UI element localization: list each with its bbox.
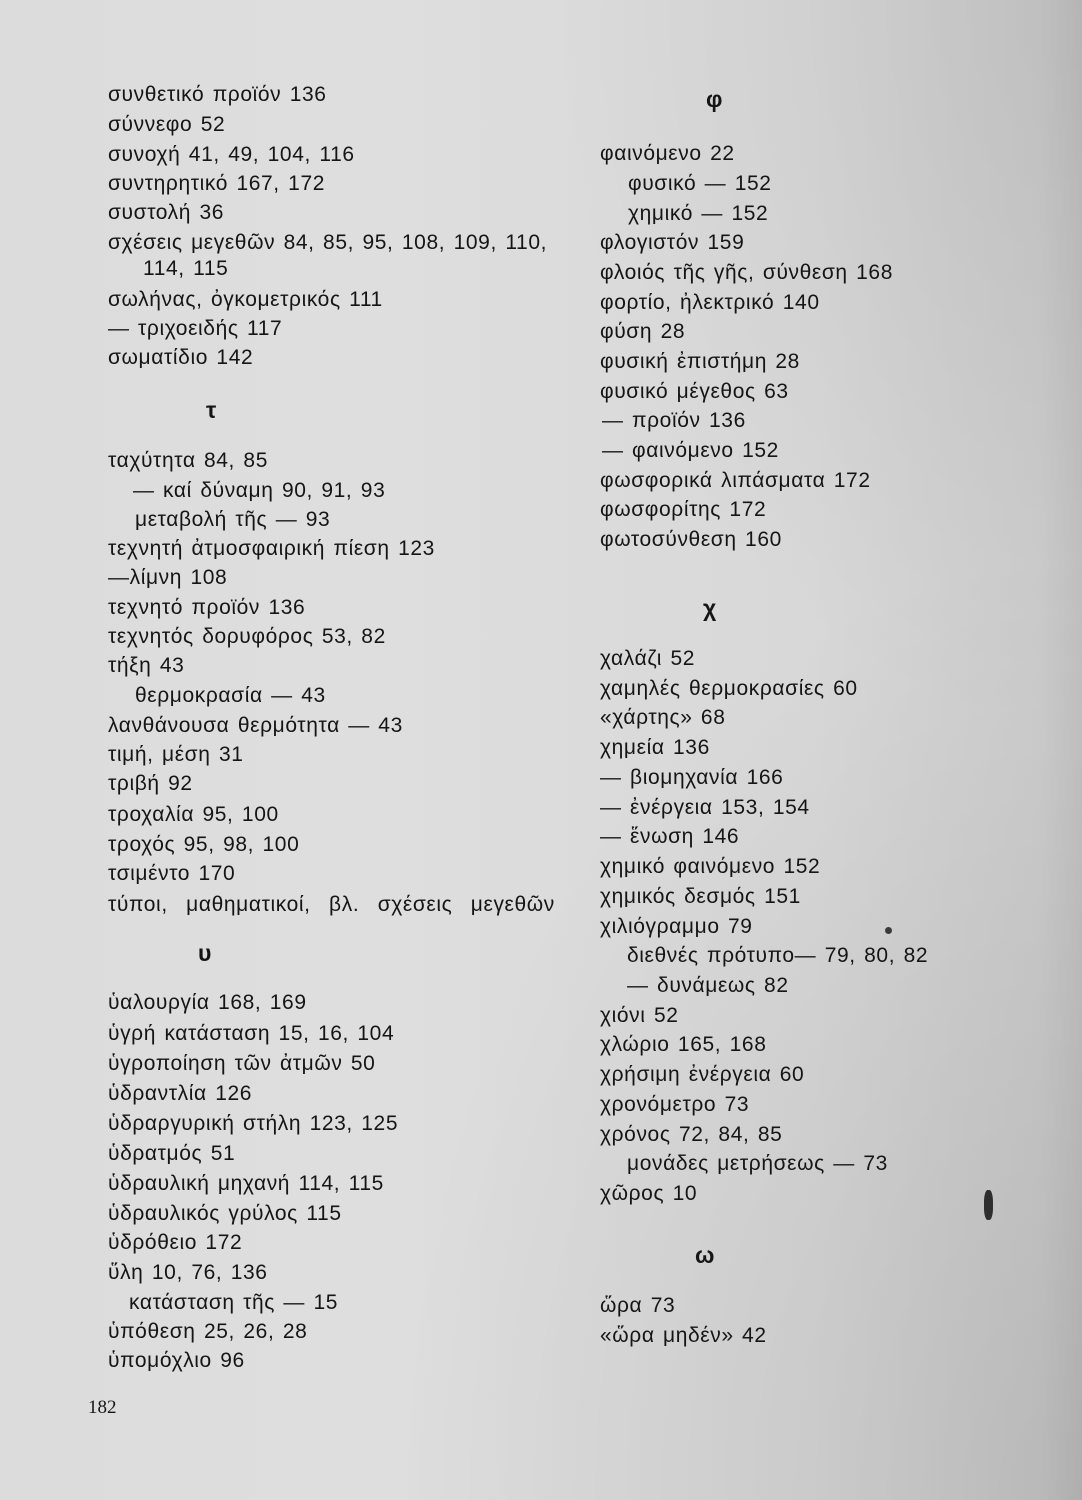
index-subentry: κατάσταση τῆς — 15 [129, 1291, 339, 1314]
index-entry: ὑδραυλικός γρύλος 115 [108, 1202, 342, 1225]
index-entry: χημεία 136 [600, 736, 710, 759]
index-entry: τριβή 92 [108, 772, 193, 795]
index-entry: φλοιός τῆς γῆς, σύνθεση 168 [600, 261, 893, 284]
index-entry: φωσφορίτης 172 [600, 498, 767, 521]
index-entry: τύποι, μαθηματικοί, βλ. σχέσεις μεγεθῶν [108, 893, 555, 916]
index-subentry: χημικό — 152 [628, 202, 769, 225]
index-entry: χιλιόγραμμο 79 [600, 915, 753, 938]
index-entry: «χάρτης» 68 [600, 706, 726, 729]
index-entry-continuation: 114, 115 [143, 257, 229, 280]
index-entry: φωτοσύνθεση 160 [600, 528, 782, 551]
index-entry: σωλήνας, ὀγκομετρικός 111 [108, 288, 383, 311]
index-entry: ὑαλουργία 168, 169 [108, 991, 307, 1014]
index-subentry: φυσικό — 152 [628, 172, 772, 195]
section-letter-chi: χ [703, 595, 717, 621]
index-subentry: — προϊόν 136 [602, 409, 746, 432]
index-entry: χιόνι 52 [600, 1004, 679, 1027]
index-subentry: μονάδες μετρήσεως — 73 [627, 1152, 888, 1175]
index-entry: χλώριο 165, 168 [600, 1033, 767, 1056]
index-subentry: — φαινόμενο 152 [602, 439, 779, 462]
index-entry: συστολή 36 [108, 201, 225, 224]
index-entry: τεχνητός δορυφόρος 53, 82 [108, 625, 386, 648]
index-entry: ὑδρατμός 51 [108, 1142, 236, 1165]
index-subentry: — ἐνέργεια 153, 154 [600, 796, 810, 819]
scan-smudge [984, 1190, 993, 1220]
index-entry: ὑδραντλία 126 [108, 1082, 253, 1105]
index-entry: φλογιστόν 159 [600, 231, 745, 254]
index-entry: χαλάζι 52 [600, 647, 696, 670]
index-entry: τήξη 43 [108, 654, 185, 677]
index-entry: ὑδραργυρική στήλη 123, 125 [108, 1112, 399, 1135]
index-subentry: —λίμνη 108 [108, 566, 228, 589]
index-subentry: λανθάνουσα θερμότητα — 43 [108, 714, 403, 737]
index-entry: φορτίο, ἠλεκτρικό 140 [600, 291, 820, 314]
index-entry: «ὥρα μηδέν» 42 [600, 1324, 767, 1347]
section-letter-omega: ω [695, 1242, 715, 1268]
index-entry: φωσφορικά λιπάσματα 172 [600, 469, 871, 492]
index-entry: φυσική ἐπιστήμη 28 [600, 350, 800, 373]
index-entry: σχέσεις μεγεθῶν 84, 85, 95, 108, 109, 110, [108, 231, 548, 254]
index-entry: ὑγρή κατάσταση 15, 16, 104 [108, 1022, 395, 1045]
index-entry: τσιμέντο 170 [108, 862, 236, 885]
index-entry: τροχός 95, 98, 100 [108, 833, 300, 856]
index-subentry: θερμοκρασία — 43 [135, 684, 326, 707]
index-subentry: μεταβολή τῆς — 93 [135, 508, 331, 531]
index-entry: χημικό φαινόμενο 152 [600, 855, 821, 878]
index-entry: ὕλη 10, 76, 136 [108, 1261, 268, 1284]
page-number: 182 [88, 1397, 117, 1418]
section-letter-tau: τ [206, 397, 217, 423]
index-entry: τιμή, μέση 31 [108, 743, 244, 766]
section-letter-upsilon: υ [198, 940, 212, 966]
index-entry: τεχνητό προϊόν 136 [108, 596, 306, 619]
index-entry: χῶρος 10 [600, 1182, 698, 1205]
index-entry: ὑπόθεση 25, 26, 28 [108, 1320, 308, 1343]
index-entry: συνθετικό προϊόν 136 [108, 83, 327, 106]
index-subentry: — δυνάμεως 82 [627, 974, 789, 997]
index-entry: τροχαλία 95, 100 [108, 803, 279, 826]
section-letter-phi: φ [706, 86, 723, 112]
index-entry: χρήσιμη ἐνέργεια 60 [600, 1063, 805, 1086]
index-entry: φύση 28 [600, 320, 686, 343]
index-entry: χρονόμετρο 73 [600, 1093, 750, 1116]
index-subentry: — τριχοειδής 117 [108, 317, 283, 340]
index-entry: ὑγροποίηση τῶν ἀτμῶν 50 [108, 1052, 376, 1075]
index-subentry: — ἕνωση 146 [600, 825, 740, 848]
index-entry: συντηρητικό 167, 172 [108, 172, 326, 195]
index-entry: σωματίδιο 142 [108, 346, 254, 369]
index-entry: χρόνος 72, 84, 85 [600, 1123, 783, 1146]
index-entry: ὑδραυλική μηχανή 114, 115 [108, 1172, 384, 1195]
index-entry: ὥρα 73 [600, 1294, 676, 1317]
index-entry: ὑπομόχλιο 96 [108, 1349, 245, 1372]
index-subentry: — καί δύναμη 90, 91, 93 [133, 479, 386, 502]
index-subentry: — βιομηχανία 166 [600, 766, 784, 789]
index-entry: φαινόμενο 22 [600, 142, 735, 165]
index-entry: σύννεφο 52 [108, 113, 226, 136]
index-subentry: διεθνές πρότυπο— 79, 80, 82 [627, 944, 929, 967]
index-entry: ὑδρόθειο 172 [108, 1231, 243, 1254]
index-entry: συνοχή 41, 49, 104, 116 [108, 143, 355, 166]
scan-speck [885, 927, 892, 934]
index-entry: ταχύτητα 84, 85 [108, 449, 268, 472]
index-entry: χημικός δεσμός 151 [600, 885, 801, 908]
index-entry: φυσικό μέγεθος 63 [600, 380, 789, 403]
index-entry: τεχνητή ἀτμοσφαιρική πίεση 123 [108, 537, 435, 560]
index-entry: χαμηλές θερμοκρασίες 60 [600, 677, 858, 700]
